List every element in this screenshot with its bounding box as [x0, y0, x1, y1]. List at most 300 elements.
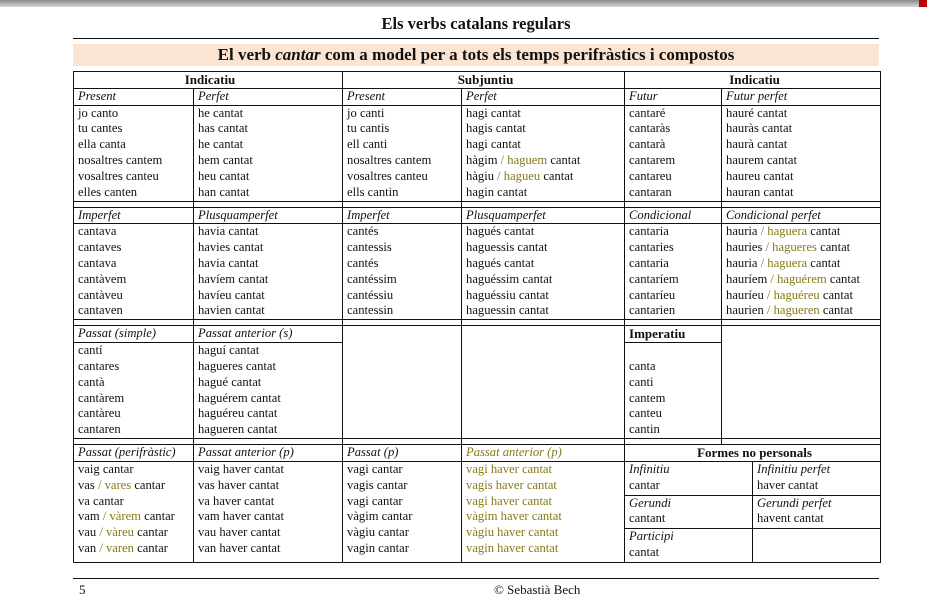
forma-cell [753, 529, 881, 562]
conjugation-line [347, 525, 461, 541]
conjugation-line [466, 121, 624, 137]
tense-forms [74, 105, 194, 201]
form-part: nosaltres cantem [347, 152, 432, 167]
tense-forms [625, 105, 722, 201]
form-part: va haver cantat [198, 493, 275, 508]
form-part [629, 343, 632, 357]
form-part: cantar [140, 509, 175, 524]
form-part: cantareu [629, 168, 672, 183]
conjugation-line [726, 256, 880, 272]
conjugation-line [78, 422, 193, 438]
form-part: vagi cantar [347, 461, 403, 476]
form-part: havíem cantat [198, 271, 269, 286]
conjugation-line [347, 509, 461, 525]
form-part: vàgiu cantar [347, 525, 409, 540]
formes-row [625, 495, 880, 529]
conjugation-line [347, 224, 461, 240]
conjugation-line [629, 169, 721, 185]
tense-forms [194, 105, 343, 201]
conjugation-line [78, 169, 193, 185]
tense-forms [722, 105, 881, 201]
forma-cell [625, 529, 753, 562]
conjugation-line [198, 169, 342, 185]
form-part: haguí cantat [198, 343, 260, 358]
conjugation-line [466, 478, 624, 494]
form-part: / vares [94, 477, 132, 492]
form-part: vàgim cantar [347, 509, 413, 524]
form-part: cantaran [629, 184, 672, 199]
form-part: / hagueren [763, 303, 820, 318]
form-part: cantares [78, 358, 120, 373]
conjugation-line [198, 375, 342, 391]
form-part: cantà [78, 374, 105, 389]
tense-label: Condicional [625, 207, 722, 224]
form-part: cantat [547, 152, 581, 167]
conjugation-line [466, 153, 624, 169]
forma-cell [753, 462, 881, 495]
conjugation-line [198, 121, 342, 137]
form-part: hagueren cantat [198, 422, 278, 437]
conjugation-line [466, 509, 624, 525]
form-part: hagués cantat [466, 224, 535, 239]
conjugation-line [78, 494, 193, 510]
tense-forms [462, 224, 625, 320]
conjugation-line [629, 406, 721, 422]
form-part: vau haver cantat [198, 525, 281, 540]
form-part: cantar [131, 477, 166, 492]
conjugation-line [78, 509, 193, 525]
form-part: cantava [78, 224, 117, 239]
form-part: ella canta [78, 137, 126, 152]
conjugation-line [347, 185, 461, 201]
form-part: vagis haver cantat [466, 477, 557, 492]
conjugation-line [347, 137, 461, 153]
form-part: cantàvem [78, 271, 127, 286]
conjugation-line [198, 509, 342, 525]
header-subjuntiu: Subjuntiu [343, 72, 625, 89]
conjugation-line [347, 240, 461, 256]
form-part: cantaria [629, 224, 669, 239]
tense-forms [74, 224, 194, 320]
conjugation-line [466, 106, 624, 122]
tense-forms [462, 105, 625, 201]
conjugation-line [629, 303, 721, 319]
form-part: cantin [629, 422, 660, 437]
form-part: haurà cantat [726, 137, 788, 152]
title-rule [73, 38, 879, 39]
form-part: cantaries [629, 240, 674, 255]
form-part: cantarà [629, 137, 666, 152]
form-part: vam haver cantat [198, 509, 285, 524]
form-part: canteu [629, 406, 662, 421]
tense-label: Perfet [194, 88, 343, 105]
conjugation-line [198, 256, 342, 272]
tense-label: Futur perfet [722, 88, 881, 105]
conjugation-line [198, 153, 342, 169]
window-corner [919, 0, 927, 7]
conjugation-line [198, 185, 342, 201]
conjugation-line [726, 288, 880, 304]
form-part: cantàreu [78, 406, 121, 421]
form-part: canta [629, 358, 656, 373]
tense-label: Plusquamperfet [194, 207, 343, 224]
form-part: haguéssiu cantat [466, 287, 549, 302]
subtitle-verb: cantar [275, 45, 321, 64]
conjugation-line [629, 375, 721, 391]
conjugation-line [629, 106, 721, 122]
form-part: van haver cantat [198, 540, 281, 555]
conjugation-line [347, 494, 461, 510]
conjugation-line [466, 494, 624, 510]
tense-forms [343, 105, 462, 201]
subtitle-band [73, 44, 879, 66]
form-part: jo canto [78, 105, 119, 120]
conjugation-line [726, 272, 880, 288]
form-part: cantí [78, 343, 103, 358]
conjugation-line [78, 303, 193, 319]
form-part: jo canti [347, 105, 385, 120]
conjugation-line [629, 224, 721, 240]
tense-label: Passat (p) [343, 445, 462, 462]
conjugation-line [78, 256, 193, 272]
conjugation-line [726, 240, 880, 256]
form-part: vas haver cantat [198, 477, 280, 492]
conjugation-line [466, 303, 624, 319]
form-part: hàgiu [466, 168, 494, 183]
conjugation-line [629, 137, 721, 153]
tense-label: Plusquamperfet [462, 207, 625, 224]
form-part: hauríem [726, 271, 768, 286]
form-part: vagi haver cantat [466, 461, 553, 476]
form-part: vagi cantar [347, 493, 403, 508]
form-part: vau [78, 525, 97, 540]
tense-forms [74, 343, 194, 439]
form-part: cantés [347, 224, 379, 239]
conjugation-line [78, 106, 193, 122]
conjugation-line [466, 272, 624, 288]
form-part: ell canti [347, 137, 388, 152]
form-part: cantàrem [78, 390, 125, 405]
conjugation-line [198, 303, 342, 319]
conjugation-line [629, 391, 721, 407]
form-part: has cantat [198, 121, 248, 136]
conjugation-line [198, 462, 342, 478]
form-part: vàgim haver cantat [466, 509, 562, 524]
form-part: cantaríem [629, 271, 679, 286]
form-part: cantat [816, 240, 851, 255]
tense-label: Passat (simple) [74, 326, 194, 343]
tense-label: Imperatiu [625, 326, 722, 343]
form-part: va cantar [78, 493, 124, 508]
conjugation-line [78, 343, 193, 359]
form-part: cantat [540, 168, 574, 183]
form-part: havia cantat [198, 255, 259, 270]
conjugation-line [78, 525, 193, 541]
forma-label: Infinitiu perfet [757, 461, 831, 476]
form-part: vas [78, 477, 95, 492]
page-number: 5 [79, 582, 86, 597]
conjugation-line [78, 224, 193, 240]
form-part: cantéssim [347, 271, 397, 286]
conjugation-line [78, 478, 193, 494]
conjugation-line [198, 106, 342, 122]
form-part: hagi cantat [466, 105, 521, 120]
form-part: hagi cantat [466, 137, 521, 152]
conjugation-line [198, 494, 342, 510]
form-part: cantàveu [78, 287, 123, 302]
form-part: hauràs cantat [726, 121, 793, 136]
form-part: / varen [96, 540, 134, 555]
tense-label: Imperfet [74, 207, 194, 224]
conjugation-line [78, 462, 193, 478]
form-part: vagis cantar [347, 477, 408, 492]
form-part: vosaltres canteu [347, 168, 428, 183]
conjugation-line [466, 137, 624, 153]
form-part: vagin haver cantat [466, 540, 559, 555]
conjugation-line [198, 343, 342, 359]
conjugation-line [466, 256, 624, 272]
form-part: cantar [133, 540, 168, 555]
tense-label: Passat anterior (p) [462, 445, 625, 462]
conjugation-line [347, 106, 461, 122]
form-part: haureu cantat [726, 168, 794, 183]
form-part: cantaré [629, 105, 666, 120]
form-part: cantat [819, 287, 853, 302]
form-part: haguéreu cantat [198, 406, 278, 421]
conjugation-line [629, 240, 721, 256]
conjugation-line [347, 288, 461, 304]
conjugation-line [347, 153, 461, 169]
conjugation-line [347, 541, 461, 557]
form-part: cantés [347, 255, 379, 270]
conjugation-line [726, 153, 880, 169]
tense-forms [74, 461, 194, 562]
empty-cell [343, 326, 462, 439]
form-part: haguérem cantat [198, 390, 281, 405]
conjugation-line [726, 106, 880, 122]
conjugation-line [726, 121, 880, 137]
conjugation-line [629, 422, 721, 438]
tense-label: Passat anterior (s) [194, 326, 343, 343]
tense-label: Present [343, 88, 462, 105]
tense-forms [722, 224, 881, 320]
forma-value: havent cantat [757, 511, 824, 526]
tense-body-row [74, 461, 881, 562]
conjugation-line [726, 137, 880, 153]
form-part: cantaríeu [629, 287, 676, 302]
form-part: vagi haver cantat [466, 493, 553, 508]
conjugation-line [466, 462, 624, 478]
conjugation-line [629, 121, 721, 137]
conjugation-line [198, 137, 342, 153]
form-part: havies cantat [198, 240, 264, 255]
form-part: cantat [819, 303, 853, 318]
form-part: vaig haver cantat [198, 461, 285, 476]
conjugation-line [78, 375, 193, 391]
conjugation-line [347, 121, 461, 137]
form-part: cantéssiu [347, 287, 394, 302]
conjugation-line [629, 153, 721, 169]
form-part: heu cantat [198, 168, 250, 183]
conjugation-line [629, 256, 721, 272]
conjugation-line [198, 525, 342, 541]
form-part: he cantat [198, 137, 244, 152]
formes-row [625, 529, 880, 562]
conjugation-line [466, 224, 624, 240]
conjugation-line [466, 169, 624, 185]
header-indicatiu: Indicatiu [74, 72, 343, 89]
conjugation-line [347, 256, 461, 272]
conjugation-line [198, 541, 342, 557]
form-part: hem cantat [198, 152, 253, 167]
formes-table [625, 462, 880, 562]
conjugation-line [466, 541, 624, 557]
form-part: hauries [726, 240, 763, 255]
copyright: © Sebastià Bech [494, 582, 581, 597]
form-part: hauré cantat [726, 105, 788, 120]
form-part: cantessin [347, 303, 394, 318]
form-part: haguéssim cantat [466, 271, 553, 286]
conjugation-line [78, 185, 193, 201]
conjugation-line [726, 303, 880, 319]
conjugation-line [78, 359, 193, 375]
conjugation-line [466, 240, 624, 256]
form-part: hauran cantat [726, 184, 794, 199]
form-part: hagin cantat [466, 184, 528, 199]
form-part: vàgiu haver cantat [466, 525, 559, 540]
form-part: vam [78, 509, 100, 524]
form-part: / vàrem [99, 509, 141, 524]
form-part: cantat [826, 271, 860, 286]
tense-forms [194, 461, 343, 562]
form-part: / haguem [497, 152, 548, 167]
conjugation-line [466, 185, 624, 201]
form-part: cantarem [629, 152, 676, 167]
form-part: canti [629, 374, 654, 389]
forma-label: Participi [629, 529, 674, 544]
conjugation-line [198, 359, 342, 375]
conjugation-line [726, 169, 880, 185]
form-part: cantaràs [629, 121, 671, 136]
form-part: / hagueu [494, 168, 541, 183]
form-part: hauria [726, 224, 758, 239]
conjugation-line [198, 224, 342, 240]
forma-cell [625, 462, 753, 495]
form-part: han cantat [198, 184, 250, 199]
form-part: cantat [807, 224, 841, 239]
conjugation-line [78, 153, 193, 169]
conjugation-line [726, 224, 880, 240]
formes-no-personals-header: Formes no personals [625, 445, 881, 462]
tense-forms [343, 224, 462, 320]
forma-cell [753, 495, 881, 529]
conjugation-line [78, 406, 193, 422]
form-part: cantessis [347, 240, 392, 255]
tense-label: Perfet [462, 88, 625, 105]
form-part: cantaven [78, 303, 123, 318]
conjugation-line [347, 478, 461, 494]
conjugation-line [629, 343, 721, 359]
form-part: hauríeu [726, 287, 764, 302]
form-part: haguessin cantat [466, 303, 549, 318]
conjugation-table [73, 71, 881, 563]
form-part: vaig cantar [78, 461, 134, 476]
conjugation-line [347, 462, 461, 478]
conjugation-line [78, 240, 193, 256]
conjugation-line [78, 121, 193, 137]
tense-forms [343, 461, 462, 562]
conjugation-line [198, 422, 342, 438]
conjugation-line [629, 288, 721, 304]
form-part: / hagueres [762, 240, 817, 255]
tense-label: Futur [625, 88, 722, 105]
tense-label-row [74, 326, 881, 343]
tense-label-row [74, 207, 881, 224]
tense-label: Imperfet [343, 207, 462, 224]
conjugation-line [78, 391, 193, 407]
tense-label: Passat anterior (p) [194, 445, 343, 462]
tense-label-row [74, 88, 881, 105]
form-part: cantava [78, 255, 117, 270]
tense-body-row [74, 105, 881, 201]
tense-label: Present [74, 88, 194, 105]
conjugation-line [629, 359, 721, 375]
forma-value: haver cantat [757, 477, 819, 492]
conjugation-line [78, 541, 193, 557]
form-part: hagué cantat [198, 374, 262, 389]
form-part: havia cantat [198, 224, 259, 239]
tense-forms [194, 224, 343, 320]
form-part: hagueres cantat [198, 358, 276, 373]
forma-label: Infinitiu [629, 461, 670, 476]
form-part: / vàreu [96, 525, 134, 540]
form-part: / haguera [757, 224, 808, 239]
conjugation-line [198, 406, 342, 422]
form-part: van [78, 540, 97, 555]
form-part: hauria [726, 255, 758, 270]
tense-forms [625, 343, 722, 439]
form-part: cantat [807, 255, 841, 270]
conjugation-line [466, 525, 624, 541]
conjugation-line [198, 478, 342, 494]
tense-label: Passat (perifràstic) [74, 445, 194, 462]
window-top-bar [0, 0, 927, 7]
conjugation-line [629, 272, 721, 288]
tense-forms [194, 343, 343, 439]
form-part: tu cantis [347, 121, 390, 136]
empty-cell [462, 326, 625, 439]
formes-no-personals-body [625, 461, 881, 562]
form-part: nosaltres cantem [78, 152, 163, 167]
form-part: / haguéreu [763, 287, 820, 302]
formes-row [625, 462, 880, 495]
form-part: elles canten [78, 184, 138, 199]
form-part: haurien [726, 303, 764, 318]
page-title: Els verbs catalans regulars [381, 14, 571, 33]
form-part: cantaria [629, 255, 669, 270]
conjugation-line [198, 288, 342, 304]
form-part: hagis cantat [466, 121, 526, 136]
conjugation-line [629, 185, 721, 201]
forma-cell [625, 495, 753, 529]
form-part: haurem cantat [726, 152, 797, 167]
form-part: cantem [629, 390, 666, 405]
form-part: / haguera [757, 255, 808, 270]
forma-value: cantar [629, 477, 660, 492]
conjugation-line [78, 272, 193, 288]
form-part: tu cantes [78, 121, 123, 136]
tense-forms [462, 461, 625, 562]
